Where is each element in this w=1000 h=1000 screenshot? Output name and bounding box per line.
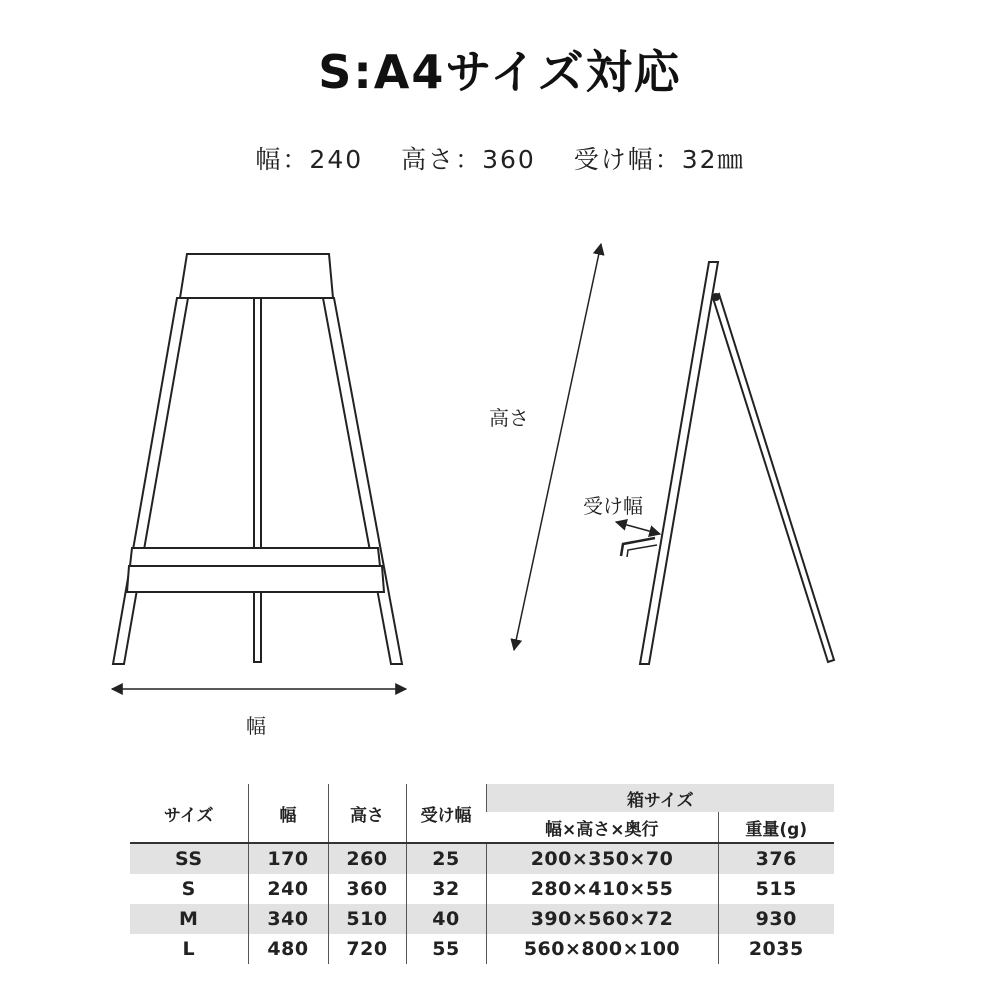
front-left-leg bbox=[113, 298, 188, 664]
cell-box: 200×350×70 bbox=[486, 843, 718, 874]
cell-height: 260 bbox=[328, 843, 406, 874]
header-receiver: 受け幅 bbox=[406, 784, 486, 843]
spec-table bbox=[130, 784, 834, 964]
cell-size: M bbox=[130, 904, 248, 934]
side-tray-hook-inner bbox=[627, 545, 657, 557]
side-rear-leg bbox=[713, 294, 834, 662]
side-tray-hook bbox=[621, 538, 655, 556]
page-title: S:A4サイズ対応 bbox=[318, 45, 682, 99]
cell-width: 480 bbox=[248, 934, 328, 964]
cell-size: S bbox=[181, 878, 196, 900]
front-tray-top bbox=[130, 548, 380, 566]
cell-receiver: 55 bbox=[406, 934, 486, 964]
header-height: 高さ bbox=[328, 784, 406, 843]
cell-weight: 376 bbox=[718, 843, 834, 874]
width-label: 幅 bbox=[246, 714, 266, 738]
receiver-label: 受け幅 bbox=[583, 494, 643, 518]
header-width: 幅 bbox=[248, 784, 328, 843]
table-row bbox=[130, 934, 834, 964]
cell-width: 170 bbox=[248, 843, 328, 874]
header-size: サイズ bbox=[163, 805, 214, 826]
height-label: 高さ bbox=[489, 406, 529, 430]
spec-receiver: 受け幅：32㎜ bbox=[573, 145, 745, 174]
cell-box: 560×800×100 bbox=[486, 934, 718, 964]
cell-box: 390×560×72 bbox=[486, 904, 718, 934]
cell-height: 720 bbox=[328, 934, 406, 964]
side-view bbox=[621, 262, 834, 664]
cell-receiver: 32 bbox=[406, 874, 486, 904]
header-box-size: 箱サイズ bbox=[486, 784, 834, 812]
cell-size: L bbox=[182, 938, 196, 960]
height-arrow bbox=[514, 244, 601, 650]
front-center-rod bbox=[254, 298, 261, 662]
front-top-head bbox=[180, 254, 333, 298]
cell-weight: 515 bbox=[718, 874, 834, 904]
front-right-leg bbox=[323, 298, 402, 664]
side-hinge bbox=[713, 294, 719, 300]
header-box-dims: 幅×高さ×奥行 bbox=[545, 819, 659, 840]
cell-width: 240 bbox=[248, 874, 328, 904]
table-row bbox=[130, 874, 834, 904]
spec-height: 高さ：360 bbox=[401, 145, 536, 174]
front-tray-bottom bbox=[127, 566, 384, 592]
table-row bbox=[130, 843, 834, 874]
header-weight: 重量(g) bbox=[718, 812, 834, 843]
cell-size: SS bbox=[130, 843, 248, 874]
table-row bbox=[130, 904, 834, 934]
cell-weight: 930 bbox=[718, 904, 834, 934]
side-front-frame bbox=[640, 262, 718, 664]
cell-receiver: 25 bbox=[406, 843, 486, 874]
cell-box: 280×410×55 bbox=[486, 874, 718, 904]
cell-receiver: 40 bbox=[406, 904, 486, 934]
cell-height: 510 bbox=[328, 904, 406, 934]
spec-width: 幅：240 bbox=[255, 145, 364, 174]
front-view bbox=[113, 254, 402, 664]
receiver-arrow bbox=[616, 522, 660, 534]
cell-height: 360 bbox=[328, 874, 406, 904]
cell-width: 340 bbox=[248, 904, 328, 934]
cell-weight: 2035 bbox=[718, 934, 834, 964]
